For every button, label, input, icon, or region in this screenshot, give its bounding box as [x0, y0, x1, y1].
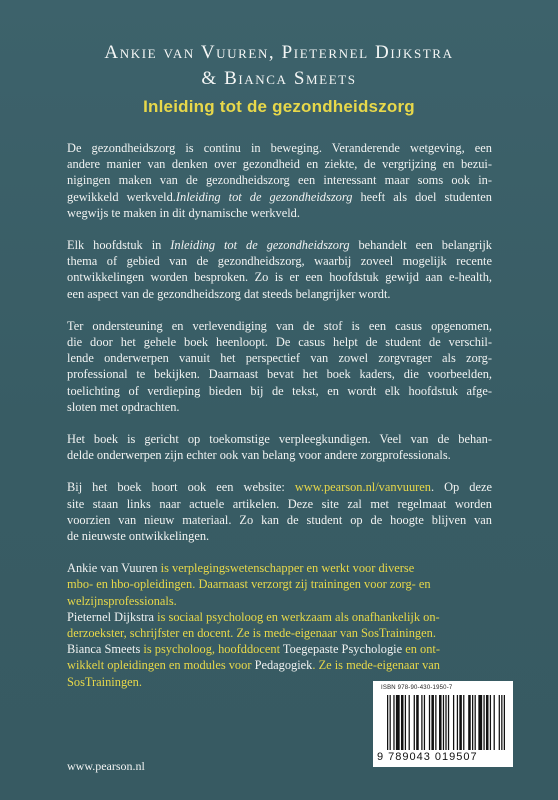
authors-line-2: & Bianca Smeets: [201, 68, 357, 89]
text-span: behandelt een belangrijk: [349, 238, 493, 253]
authors-line-1: Ankie van Vuuren, Pieternel Dijkstra: [104, 42, 454, 63]
author-bios: [67, 560, 492, 690]
text-span: . Op deze: [430, 480, 492, 495]
author-names: [0, 40, 558, 92]
bio-text: is verplegingswetenschapper en werkt voor diverse: [157, 561, 415, 576]
text-line: de nieuwste ontwikkelingen.: [67, 529, 210, 544]
text-line: toelichting of verdieping bieden bij de tekst, en wordt elk hoofdstuk afge-: [67, 383, 492, 398]
bio-name-smeets: Bianca Smeets: [67, 642, 141, 657]
text-line: ontwikkelingen worden besproken. Zo is er een hoofdstuk gewijd aan e-health,: [67, 270, 492, 285]
bio-text: wikkelt opleidingen en modules voor: [67, 658, 255, 673]
text-line: Het boek is gericht op toekomstige verpleegkundigen. Veel van de behan-: [67, 432, 492, 447]
publisher-website[interactable]: www.pearson.nl: [67, 759, 145, 773]
bio-text: . Ze is mede-eigenaar van: [312, 658, 441, 673]
text-line: lende onderwerpen vanuit het perspectief van zowel zorgvrager als zorg-: [67, 351, 492, 366]
bio-text: en ont-: [402, 642, 440, 657]
text-line: wegwijs te maken in dit dynamische werkveld.: [67, 205, 300, 220]
title-italic: Inleiding tot de gezondheidszorg: [175, 189, 353, 204]
bio-line: [67, 560, 492, 576]
bio-line: SosTrainingen.: [67, 674, 142, 689]
text-span: heeft als doel studenten: [352, 189, 492, 204]
text-line: een aspect van de gezondheidszorg dat steeds belangrijker wordt.: [67, 286, 391, 301]
text-line: sloten met opdrachten.: [67, 399, 180, 414]
barcode-icon: [387, 695, 505, 750]
bio-text: Toegepaste Psychologie: [282, 642, 403, 657]
blurb: [67, 140, 492, 690]
text-line: [67, 479, 492, 495]
book-title: Inleiding tot de gezondheidszorg: [143, 97, 415, 116]
text-line: die door het gehele boek heenloopt. De casus helpt de student de verschil-: [67, 335, 492, 350]
bio-line: [67, 641, 492, 657]
title-italic: Inleiding tot de gezondheidszorg: [170, 238, 350, 253]
text-line: delde onderwerpen zijn echter ook van belang voor andere zorgprofessionals.: [67, 448, 451, 463]
text-line: thema of gebied van de gezondheidszorg, waarbij zoveel mogelijk recente: [67, 254, 492, 269]
bio-name-dijkstra: Pieternel Dijkstra: [67, 609, 155, 624]
isbn-barcode: [373, 681, 513, 767]
text-line: andere manier van denken over gezondheid en ziekte, de vergrijzing en bezui-: [67, 157, 492, 172]
bio-line: [67, 657, 492, 673]
text-span: gewikkeld werkveld.: [67, 189, 176, 204]
paragraph-casus: [67, 318, 492, 415]
website-link[interactable]: www.pearson.nl/vanvuuren: [294, 480, 431, 495]
bio-line: [67, 609, 492, 625]
isbn-label: ISBN 978-90-430-1950-7: [381, 685, 453, 691]
text-line: professional te bekijken. Daarnaast bevat het boek kaders, die voorbeelden,: [67, 367, 492, 382]
text-line: nigingen maken van de gezondheidszorg een interessant maar soms ook in-: [67, 173, 492, 188]
paragraph-website: [67, 479, 492, 544]
bio-line: derzoekster, schrijfster en docent. Ze is mede-eigenaar van SosTrainingen.: [67, 626, 436, 641]
bio-text: Pedagogiek: [254, 658, 313, 673]
text-span: Elk hoofdstuk in: [67, 238, 171, 253]
text-line: De gezondheidszorg is continu in beweging. Veranderende wetgeving, een: [67, 141, 492, 155]
bio-text: is sociaal psycholoog en werkzaam als onafhankelijk on-: [154, 609, 440, 624]
text-line: [67, 189, 492, 205]
bio-line: welzijnsprofessionals.: [67, 593, 177, 608]
text-line: [67, 237, 492, 253]
isbn-digits: 9 789043 019507: [377, 751, 478, 763]
text-line: voorzien van nieuw materiaal. Zo kan de student op de hoogte blijven van: [67, 512, 492, 527]
bio-line: mbo- en hbo-opleidingen. Daarnaast verzorgt zij trainingen voor zorg- en: [67, 577, 431, 592]
paragraph-chapters: [67, 237, 492, 302]
paragraph-intro: [67, 140, 492, 221]
bio-name-van-vuuren: Ankie van Vuuren: [67, 561, 158, 576]
bio-text: is psycholoog, hoofddocent: [140, 642, 283, 657]
text-line: site staan links naar actuele artikelen. Deze site zal met regelmaat worden: [67, 496, 492, 511]
text-span: Bij het boek hoort ook een website:: [67, 480, 295, 495]
text-line: Ter ondersteuning en verlevendiging van de stof is een casus opgenomen,: [67, 318, 492, 333]
paragraph-audience: [67, 431, 492, 463]
